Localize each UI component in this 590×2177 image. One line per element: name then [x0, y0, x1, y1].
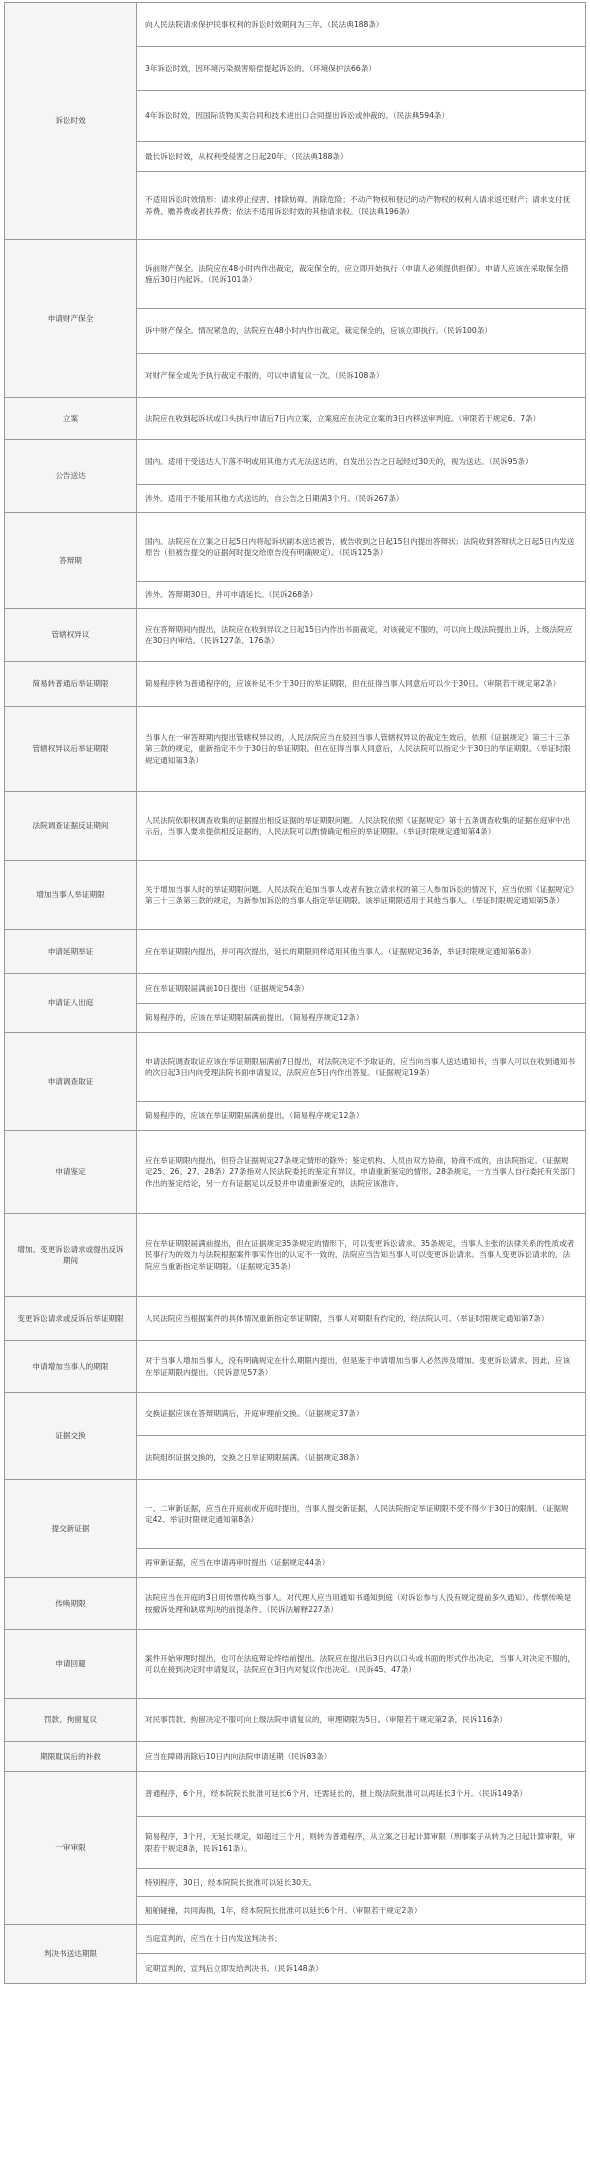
- rule-cell: 普通程序，6个月，经本院院长批准可延长6个月，还需延长的，报上级法院批准可以再延长3个月。（民诉149条）: [137, 1772, 586, 1817]
- rule-cell: 定期宣判的，宣判后立即发给判决书。（民诉148条）: [137, 1954, 586, 1984]
- rule-cell: 人民法院应当根据案件的具体情况重新指定举证期限，当事人对期限有约定的，经法院认可。（举证时限规定通知第7条）: [137, 1297, 586, 1341]
- rule-cell: 人民法院依职权调查收集的证据提出相反证据的举证期限问题。人民法院依照《证据规定》第十五条调查收集的证据在庭审中出示后，当事人要求提供相反证据的，人民法院可以酌情确定相应的举证期限。（举证时限规定通知第4条）: [137, 792, 586, 861]
- rule-cell: 当事人在一审答辩期内提出管辖权异议的，人民法院应当在驳回当事人管辖权异议的裁定生效后，依照《证据规定》第三十三条第三款的规定，重新指定不少于30日的举证期限。但在征得当事人同意后，人民法院可以指定少于30日的举证期限。（举证时限规定通知第3条）: [137, 707, 586, 792]
- category-cell: 期限耽误后的补救: [5, 1742, 137, 1772]
- rule-cell: 简易程序转为普通程序的，应该补足不少于30日的举证期限，但在征得当事人同意后可以少于30日。（审限若干规定第2条）: [137, 662, 586, 707]
- rule-cell: 3年诉讼时效，因环境污染损害赔偿提起诉讼的。（环境保护法66条）: [137, 47, 586, 91]
- category-cell: 简易转普通后举证期限: [5, 662, 137, 707]
- category-cell: 传唤期限: [5, 1578, 137, 1630]
- rule-cell: 简易程序的，应该在举证期限届满前提出。（简易程序规定12条）: [137, 1004, 586, 1033]
- category-cell: 增加当事人举证期限: [5, 861, 137, 930]
- category-cell: 诉讼时效: [5, 3, 137, 240]
- rule-cell: 简易程序的，应该在举证期限届满前提出。（简易程序规定12条）: [137, 1102, 586, 1131]
- table-row: [5, 1214, 586, 1297]
- table-row: [5, 974, 586, 1004]
- category-cell: 增加、变更诉讼请求或提出反诉期间: [5, 1214, 137, 1297]
- rule-cell: 应在举证期限届满前10日提出（证据规定54条）: [137, 974, 586, 1004]
- category-cell: 申请延期举证: [5, 930, 137, 974]
- rule-cell: 向人民法院请求保护民事权利的诉讼时效期间为三年。（民法典188条）: [137, 3, 586, 47]
- rule-cell: 再审新证据，应当在申请再审时提出（证据规定44条）: [137, 1549, 586, 1578]
- table-row: [5, 440, 586, 485]
- rule-cell: 最长诉讼时效，从权利受侵害之日起20年。（民法典188条）: [137, 142, 586, 172]
- category-cell: 提交新证据: [5, 1480, 137, 1578]
- category-cell: 申请财产保全: [5, 240, 137, 398]
- rule-cell: 4年诉讼时效，因国际货物买卖合同和技术进出口合同提出诉讼或仲裁的。（民法典594条）: [137, 91, 586, 142]
- table-row: [5, 707, 586, 792]
- category-cell: 一审审限: [5, 1772, 137, 1925]
- category-cell: 申请增加当事人的期限: [5, 1341, 137, 1393]
- category-cell: 管辖权异议后举证期限: [5, 707, 137, 792]
- table-row: [5, 1480, 586, 1549]
- table-row: [5, 609, 586, 662]
- rule-cell: 对民事罚款、拘留决定不服可向上级法院申请复议的，审理期限为5日。（审限若干规定第2条，民诉116条）: [137, 1699, 586, 1742]
- category-cell: 答辩期: [5, 513, 137, 609]
- rule-cell: 关于增加当事人时的举证期限问题。人民法院在追加当事人或者有独立请求权的第三人参加诉讼的情况下，应当依照《证据规定》第三十三条第三款的规定，为新参加诉讼的当事人指定举证期限。该举证期限适用于其他当事人。（举证时限规定通知第5条）: [137, 861, 586, 930]
- category-cell: 申请证人出庭: [5, 974, 137, 1033]
- category-cell: 法院调查证据反证期间: [5, 792, 137, 861]
- table-row: [5, 1131, 586, 1214]
- table-row: [5, 513, 586, 582]
- category-cell: 公告送达: [5, 440, 137, 513]
- rule-cell: 应在举证期限届满前提出，但在证据规定35条规定的情形下，可以变更诉讼请求。35条规定，当事人主张的法律关系的性质或者民事行为的效力与法院根据案件事实作出的认定不一致的，法院应当告知当事人可以变更诉讼请求。当事人变更诉讼请求的，法院应当重新指定举证期限。（证据规定35条）: [137, 1214, 586, 1297]
- table-row: [5, 930, 586, 974]
- rule-cell: 特别程序，30日，经本院院长批准可以延长30天。: [137, 1869, 586, 1897]
- rule-cell: 案件开始审理时提出，也可在法庭辩论终结前提出。法院应在提出后3日内以口头或书面的形式作出决定，当事人对决定不服的，可以在接到决定时申请复议，法院应在3日内对复议作出决定。（民诉45、47条）: [137, 1630, 586, 1699]
- table-row: [5, 1925, 586, 1954]
- rule-cell: 法院应当在开庭的3日用传票传唤当事人。对代理人应当用通知书通知到庭（对诉讼参与人没有规定提前多久通知）。传票传唤是按撤诉处理和缺席判决的前提条件。（民诉法解释227条）: [137, 1578, 586, 1630]
- rule-cell: 诉中财产保全。情况紧急的，法院应在48小时内作出裁定，裁定保全的，应该立即执行。（民诉100条）: [137, 309, 586, 354]
- table-row: [5, 3, 586, 47]
- table-row: [5, 1341, 586, 1393]
- rule-cell: 应在举证期限内提出，并可再次提出，延长的期限同样适用其他当事人。（证据规定36条，举证时限规定通知第6条）: [137, 930, 586, 974]
- legal-deadline-table: [4, 2, 586, 1984]
- rule-cell: 船舶碰撞，共同海损，1年，经本院院长批准可以延长6个月。（审限若干规定2条）: [137, 1897, 586, 1925]
- table-row: [5, 1742, 586, 1772]
- category-cell: 申请调查取证: [5, 1033, 137, 1131]
- table-row: [5, 1630, 586, 1699]
- rule-cell: 应当在障碍消除后10日内向法院申请延期（民诉83条）: [137, 1742, 586, 1772]
- table-row: [5, 1393, 586, 1436]
- rule-cell: 国内。适用于受送达人下落不明或用其他方式无法送达的，自发出公告之日起经过30天的，视为送达。（民诉95条）: [137, 440, 586, 485]
- table-row: [5, 1772, 586, 1817]
- table-row: [5, 240, 586, 309]
- rule-cell: 应在举证期限内提出，但符合证据规定27条规定情形的除外；鉴定机构、人员由双方协商，协商不成的，由法院指定。（证据规定25、26、27、28条）27条指对人民法院委托的鉴定有异议，申请重新鉴定的情形。28条规定，一方当事人自行委托有关部门作出的鉴定结论，另一方有证据足以反驳并申请重新鉴定的，法院应该准许。: [137, 1131, 586, 1214]
- rule-cell: 涉外。适用于不能用其他方式送达的，自公告之日期满3个月。（民诉267条）: [137, 485, 586, 513]
- rule-cell: 简易程序，3个月，无延长规定，如超过三个月，则转为普通程序，从立案之日起计算审限（刑事案子从转为之日起计算审限，审限若干规定8条，民诉161条）。: [137, 1817, 586, 1869]
- rule-cell: 诉前财产保全。法院应在48小时内作出裁定，裁定保全的，应立即开始执行（申请人必须提供担保）。申请人应该在采取保全措施后30日内起诉。（民诉101条）: [137, 240, 586, 309]
- table-row: [5, 792, 586, 861]
- category-cell: 罚款、拘留复议: [5, 1699, 137, 1742]
- rule-cell: 涉外。答辩期30日，并可申请延长。（民诉268条）: [137, 582, 586, 609]
- table-row: [5, 1297, 586, 1341]
- table-row: [5, 1578, 586, 1630]
- category-cell: 变更诉讼请求或反诉后举证期限: [5, 1297, 137, 1341]
- category-cell: 判决书送达期限: [5, 1925, 137, 1984]
- category-cell: 立案: [5, 398, 137, 440]
- rule-cell: 交换证据应该在答辩期满后，开庭审理前交换。（证据规定37条）: [137, 1393, 586, 1436]
- rule-cell: 当庭宣判的，应当在十日内发送判决书；: [137, 1925, 586, 1954]
- category-cell: 管辖权异议: [5, 609, 137, 662]
- rule-cell: 对财产保全或先予执行裁定不服的，可以申请复议一次。（民诉108条）: [137, 354, 586, 398]
- table-row: [5, 662, 586, 707]
- rule-cell: 法院应在收到起诉状或口头执行申请后7日内立案，立案庭应在决定立案的3日内移送审判庭。（审限若干规定6、7条）: [137, 398, 586, 440]
- rule-cell: 应在答辩期间内提出，法院应在收到异议之日起15日内作出书面裁定，对该裁定不服的，可以向上级法院提出上诉，上级法院应在30日内审结。（民诉127条、176条）: [137, 609, 586, 662]
- rule-cell: 国内。法院应在立案之日起5日内将起诉状副本送达被告，被告收到之日起15日内提出答辩状；法院收到答辩状之日起5日内发送原告（但被告提交的证据何时提交给原告没有明确规定）。（民诉125条）: [137, 513, 586, 582]
- rule-cell: 一、二审新证据，应当在开庭前或开庭时提出，当事人提交新证据，人民法院指定举证期限不受不得少于30日的限制。（证据规定42、举证时限规定通知第8条）: [137, 1480, 586, 1549]
- rule-cell: 法院组织证据交换的，交换之日举证期限届满。（证据规定38条）: [137, 1436, 586, 1480]
- category-cell: 证据交换: [5, 1393, 137, 1480]
- rule-cell: 对于当事人增加当事人，没有明确规定在什么期限内提出，但是鉴于申请增加当事人必然涉及增加、变更诉讼请求。因此，应该在举证期限内提出。（民诉意见57条）: [137, 1341, 586, 1393]
- table-row: [5, 1033, 586, 1102]
- table-row: [5, 861, 586, 930]
- table-row: [5, 1699, 586, 1742]
- category-cell: 申请回避: [5, 1630, 137, 1699]
- table-row: [5, 398, 586, 440]
- rule-cell: 申请法院调查取证应该在举证期限届满前7日提出，对法院决定不予取证的，应当向当事人送达通知书，当事人可以在收到通知书的次日起3日内向受理法院书面申请复议，法院应在5日内作出答复。（证据规定19条）: [137, 1033, 586, 1102]
- category-cell: 申请鉴定: [5, 1131, 137, 1214]
- rule-cell: 不适用诉讼时效情形：请求停止侵害、排除妨碍、消除危险；不动产物权和登记的动产物权的权利人请求返还财产；请求支付抚养费、赡养费或者扶养费；依法不适用诉讼时效的其他请求权。（民法典196条）: [137, 172, 586, 240]
